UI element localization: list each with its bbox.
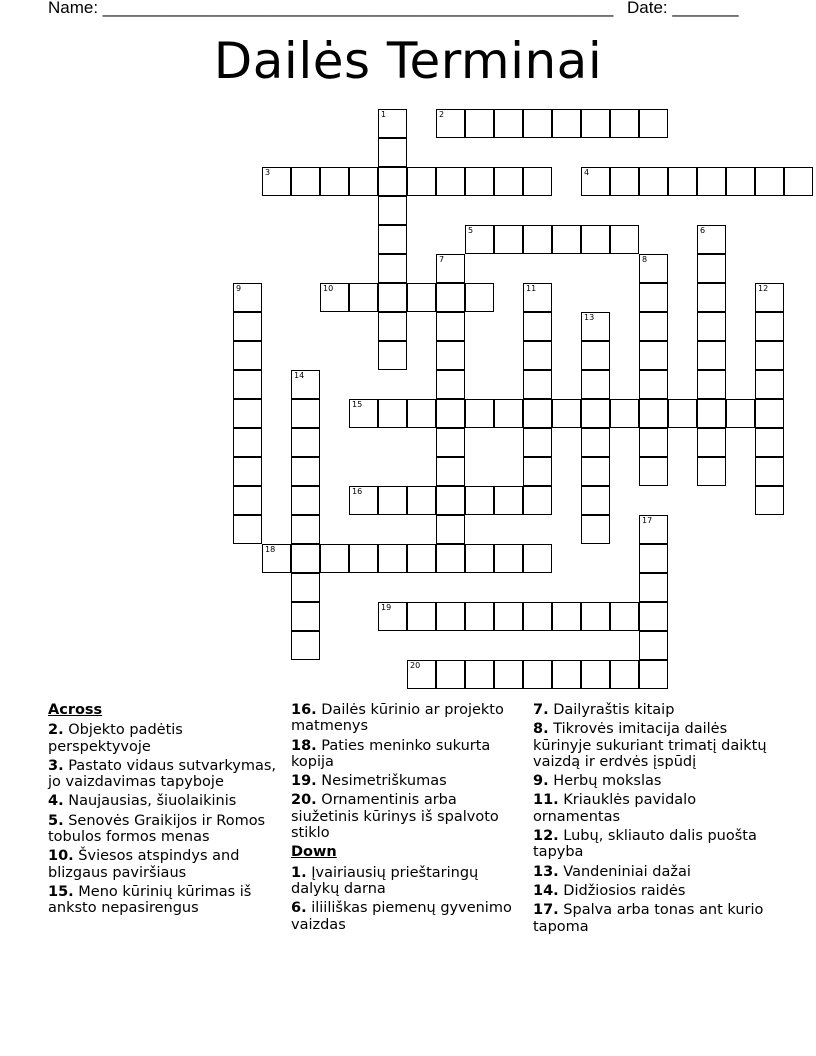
grid-cell[interactable] [639,631,668,660]
grid-cell[interactable] [581,109,610,138]
grid-cell[interactable] [523,312,552,341]
grid-cell[interactable] [436,544,465,573]
grid-cell[interactable] [523,660,552,689]
grid-cell[interactable] [378,283,407,312]
grid-cell[interactable] [378,602,407,631]
grid-cell[interactable] [610,225,639,254]
grid-cell[interactable] [407,544,436,573]
grid-cell[interactable] [523,544,552,573]
grid-cell[interactable] [523,167,552,196]
grid-cell[interactable] [436,312,465,341]
clue-number: 3 [265,168,271,177]
clue-item: 20. Ornamentinis arba siužetinis kūrinys iš spalvoto stiklo [291,792,499,842]
grid-cell[interactable] [494,167,523,196]
grid-cell[interactable] [233,428,262,457]
grid-cell[interactable] [436,457,465,486]
clue-item: 7. Dailyraštis kitaip [533,702,675,718]
grid-cell[interactable] [639,515,668,544]
grid-cell[interactable] [581,399,610,428]
clue-number: 14 [294,371,305,380]
grid-cell[interactable] [523,225,552,254]
grid-cell[interactable] [436,109,465,138]
grid-cell[interactable] [465,167,494,196]
grid-cell[interactable] [639,544,668,573]
clue-number: 2 [439,110,445,119]
grid-cell[interactable] [233,341,262,370]
grid-cell[interactable] [291,167,320,196]
grid-cell[interactable] [465,660,494,689]
grid-cell[interactable] [755,167,784,196]
grid-cell[interactable] [378,167,407,196]
grid-cell[interactable] [697,341,726,370]
clue-number: 5 [468,226,474,235]
grid-cell[interactable] [233,486,262,515]
grid-cell[interactable] [378,138,407,167]
grid-cell[interactable] [378,109,407,138]
grid-cell[interactable] [320,283,349,312]
clue-number: 12 [758,284,769,293]
grid-cell[interactable] [639,399,668,428]
grid-cell[interactable] [407,486,436,515]
page-title: Dailės Terminai [213,32,603,90]
grid-cell[interactable] [436,283,465,312]
grid-cell[interactable] [407,602,436,631]
grid-cell[interactable] [697,167,726,196]
grid-cell[interactable] [436,341,465,370]
clue-item: 5. Senovės Graikijos ir Romos tobulos formos menas [48,812,266,846]
grid-cell[interactable] [436,370,465,399]
grid-cell[interactable] [697,283,726,312]
grid-cell[interactable] [233,457,262,486]
clue-number: 15 [352,400,363,409]
clue-number: 9 [236,284,242,293]
name-field-label: Name: ______________________________________________________ [48,0,614,17]
grid-cell[interactable] [407,660,436,689]
clue-item: 19. Nesimetriškumas [291,773,447,790]
grid-cell[interactable] [494,109,523,138]
grid-cell[interactable] [668,399,697,428]
grid-cell[interactable] [465,283,494,312]
grid-cell[interactable] [407,167,436,196]
clue-item: 14. Didžiosios raidės [533,882,686,899]
grid-cell[interactable] [494,486,523,515]
grid-cell[interactable] [291,428,320,457]
grid-cell[interactable] [581,457,610,486]
grid-cell[interactable] [755,457,784,486]
grid-cell[interactable] [523,370,552,399]
date-field-label: Date: _______ [627,0,739,17]
clues-column-1 [48,702,283,920]
grid-cell[interactable] [291,573,320,602]
clue-number: 7 [439,255,445,264]
clue-item: 1. Įvairiausių prieštaringų dalykų darna [291,864,479,897]
grid-cell[interactable] [639,428,668,457]
grid-cell[interactable] [697,225,726,254]
grid-cell[interactable] [291,602,320,631]
grid-cell[interactable] [639,573,668,602]
grid-cell[interactable] [755,486,784,515]
grid-cell[interactable] [233,515,262,544]
grid-cell[interactable] [639,370,668,399]
clue-item: 17. Spalva arba tonas ant kurio tapoma [533,902,764,935]
grid-cell[interactable] [639,109,668,138]
grid-cell[interactable] [494,225,523,254]
grid-cell[interactable] [262,167,291,196]
clue-number: 17 [642,516,653,525]
grid-cell[interactable] [581,660,610,689]
grid-cell[interactable] [639,602,668,631]
clue-item: 4. Naujausias, šiuolaikinis [48,793,237,810]
grid-cell[interactable] [233,399,262,428]
clue-number: 10 [323,284,334,293]
grid-cell[interactable] [494,399,523,428]
grid-cell[interactable] [407,399,436,428]
grid-cell[interactable] [755,370,784,399]
grid-cell[interactable] [378,196,407,225]
grid-cell[interactable] [378,399,407,428]
down-heading: Down [291,844,337,861]
grid-cell[interactable] [378,225,407,254]
grid-cell[interactable] [291,486,320,515]
grid-cell[interactable] [523,602,552,631]
clue-item: 16. Dailės kūrinio ar projekto matmenys [291,702,504,735]
grid-cell[interactable] [494,660,523,689]
grid-cell[interactable] [784,167,813,196]
grid-cell[interactable] [436,660,465,689]
clue-item: 13. Vandeniniai dažai [533,863,691,880]
grid-cell[interactable] [552,602,581,631]
clue-item: 6. iliiliškas piemenų gyvenimo vaizdas [291,900,512,933]
grid-cell[interactable] [233,370,262,399]
grid-cell[interactable] [581,428,610,457]
clue-number: 11 [526,284,537,293]
grid-cell[interactable] [349,167,378,196]
grid-cell[interactable] [639,167,668,196]
grid-cell[interactable] [523,428,552,457]
grid-cell[interactable] [291,544,320,573]
grid-cell[interactable] [697,254,726,283]
grid-cell[interactable] [697,457,726,486]
grid-cell[interactable] [610,602,639,631]
clue-number: 16 [352,487,363,496]
grid-cell[interactable] [639,660,668,689]
grid-cell[interactable] [320,167,349,196]
grid-cell[interactable] [291,399,320,428]
clue-item: 8. Tikrovės imitacija dailės kūrinyje sukuriant trimatį daiktų vaizdą ir erdvės įspūdį [533,721,767,770]
grid-cell[interactable] [581,312,610,341]
grid-cell[interactable] [697,399,726,428]
across-heading: Across [48,702,103,718]
grid-cell[interactable] [639,312,668,341]
grid-cell[interactable] [291,631,320,660]
grid-cell[interactable] [755,399,784,428]
grid-cell[interactable] [610,660,639,689]
grid-cell[interactable] [436,254,465,283]
grid-cell[interactable] [465,544,494,573]
clue-number: 19 [381,603,392,612]
grid-cell[interactable] [523,399,552,428]
grid-cell[interactable] [436,602,465,631]
grid-cell[interactable] [581,486,610,515]
grid-cell[interactable] [697,370,726,399]
grid-cell[interactable] [465,602,494,631]
grid-cell[interactable] [523,486,552,515]
clue-number: 13 [584,313,595,322]
clue-number: 4 [584,168,590,177]
grid-cell[interactable] [639,457,668,486]
grid-cell[interactable] [378,341,407,370]
grid-cell[interactable] [407,283,436,312]
grid-cell[interactable] [581,515,610,544]
grid-cell[interactable] [610,109,639,138]
grid-cell[interactable] [610,167,639,196]
clue-number: 20 [410,661,421,670]
grid-cell[interactable] [552,399,581,428]
grid-cell[interactable] [465,399,494,428]
grid-cell[interactable] [291,370,320,399]
clues-column-2 [291,702,526,936]
clue-item: 2. Objekto padėtis perspektyvoje [48,722,183,755]
grid-cell[interactable] [436,399,465,428]
grid-cell[interactable] [378,486,407,515]
grid-cell[interactable] [494,602,523,631]
grid-cell[interactable] [552,225,581,254]
clue-item: 3. Pastato vidaus sutvarkymas, jo vaizdavimas tapyboje [48,757,277,791]
clue-item: 11. Kriauklės pavidalo ornamentas [533,792,697,825]
grid-cell[interactable] [755,341,784,370]
clues-column-3 [533,702,768,938]
grid-cell[interactable] [639,341,668,370]
grid-cell[interactable] [349,283,378,312]
clue-item: 15. Meno kūrinių kūrimas iš anksto nepasirengus [48,883,252,917]
grid-cell[interactable] [494,544,523,573]
clue-item: 9. Herbų mokslas [533,773,662,790]
clue-number: 1 [381,110,387,119]
grid-cell[interactable] [552,660,581,689]
grid-cell[interactable] [639,283,668,312]
grid-cell[interactable] [233,283,262,312]
grid-cell[interactable] [581,370,610,399]
grid-cell[interactable] [697,312,726,341]
grid-cell[interactable] [523,457,552,486]
grid-cell[interactable] [552,109,581,138]
grid-cell[interactable] [726,167,755,196]
grid-cell[interactable] [291,515,320,544]
grid-cell[interactable] [610,399,639,428]
clue-item: 10. Šviesos atspindys and blizgaus paviršiaus [48,848,240,881]
clue-number: 8 [642,255,648,264]
grid-cell[interactable] [233,312,262,341]
grid-cell[interactable] [378,254,407,283]
grid-cell[interactable] [436,486,465,515]
clue-item: 18. Paties meninko sukurta kopija [291,737,491,770]
grid-cell[interactable] [378,544,407,573]
grid-cell[interactable] [523,283,552,312]
grid-cell[interactable] [349,544,378,573]
grid-cell[interactable] [755,312,784,341]
grid-cell[interactable] [436,167,465,196]
grid-cell[interactable] [291,457,320,486]
grid-cell[interactable] [262,544,291,573]
clue-item: 12. Lubų, skliauto dalis puošta tapyba [533,828,757,861]
grid-cell[interactable] [726,399,755,428]
grid-cell[interactable] [436,428,465,457]
clue-number: 18 [265,545,276,554]
grid-cell[interactable] [349,399,378,428]
grid-cell[interactable] [378,312,407,341]
grid-cell[interactable] [320,544,349,573]
grid-cell[interactable] [465,109,494,138]
grid-cell[interactable] [581,602,610,631]
grid-cell[interactable] [465,225,494,254]
grid-cell[interactable] [436,515,465,544]
grid-cell[interactable] [523,109,552,138]
grid-cell[interactable] [668,167,697,196]
grid-cell[interactable] [639,254,668,283]
grid-cell[interactable] [349,486,378,515]
grid-cell[interactable] [523,341,552,370]
grid-cell[interactable] [465,486,494,515]
grid-cell[interactable] [755,428,784,457]
grid-cell[interactable] [581,167,610,196]
clue-number: 6 [700,226,706,235]
grid-cell[interactable] [697,428,726,457]
grid-cell[interactable] [581,341,610,370]
grid-cell[interactable] [581,225,610,254]
grid-cell[interactable] [755,283,784,312]
